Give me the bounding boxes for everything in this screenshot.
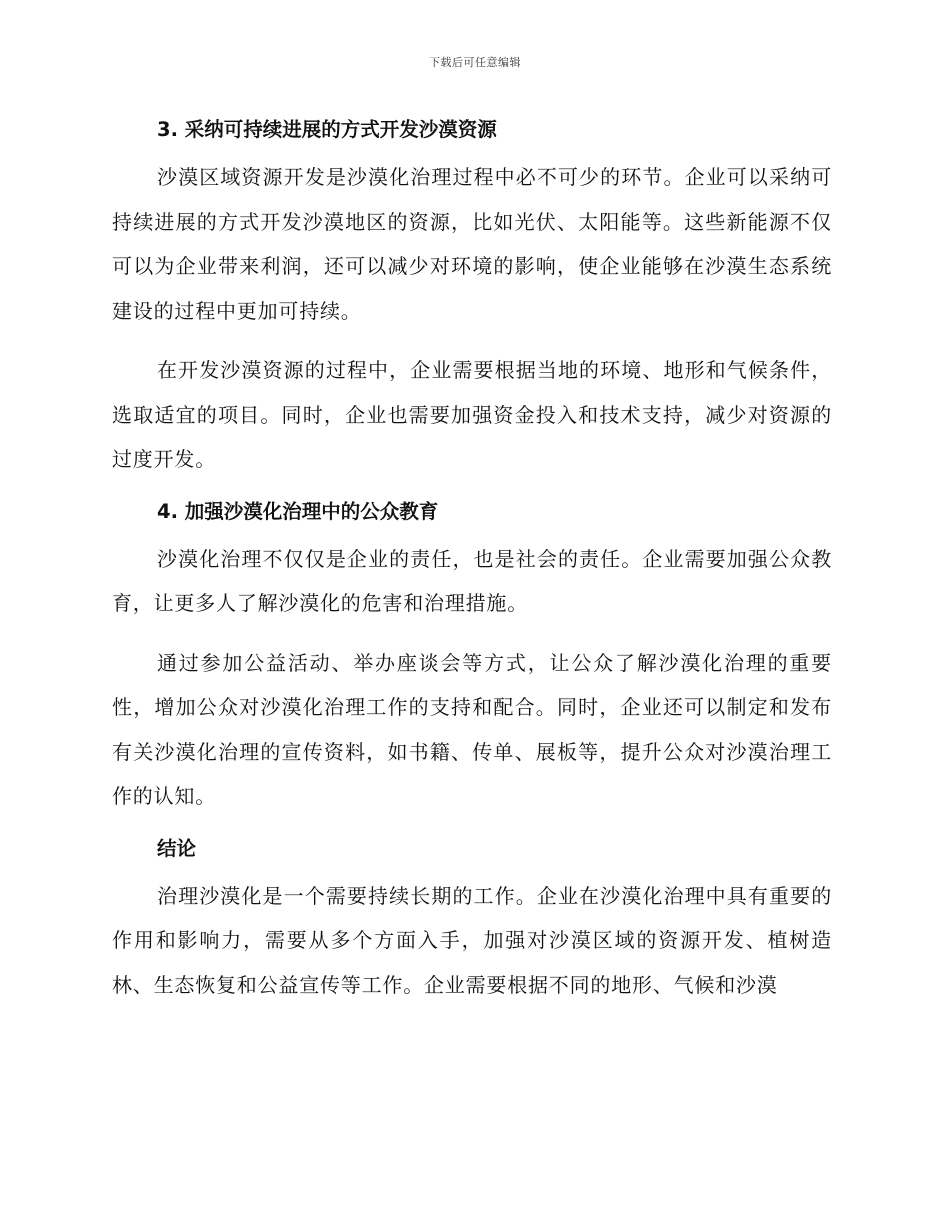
section-3-paragraph-1: 沙漠区域资源开发是沙漠化治理过程中必不可少的环节。企业可以采纳可持续进展的方式开发沙漠地区的资源，比如光伏、太阳能等。这些新能源不仅可以为企业带来利润，还可以减少对环境的影响，使企业能够在沙漠生态系统建设的过程中更加可持续。 bbox=[112, 165, 832, 323]
section-3-paragraph-2: 在开发沙漠资源的过程中，企业需要根据当地的环境、地形和气候条件，选取适宜的项目。同时，企业也需要加强资金投入和技术支持，减少对资源的过度开发。 bbox=[112, 358, 832, 471]
section-4-paragraph-2: 通过参加公益活动、举办座谈会等方式，让公众了解沙漠化治理的重要性，增加公众对沙漠化治理工作的支持和配合。同时，企业还可以制定和发布有关沙漠化治理的宣传资料，如书籍、传单、展板等，提升公众对沙漠治理工作的认知。 bbox=[112, 650, 832, 808]
conclusion-heading: 结论 bbox=[157, 836, 197, 860]
section-heading-3: 3. 采纳可持续进展的方式开发沙漠资源 bbox=[157, 118, 497, 141]
section-heading-4: 4. 加强沙漠化治理中的公众教育 bbox=[157, 499, 439, 523]
section-4-paragraph-1: 沙漠化治理不仅仅是企业的责任，也是社会的责任。企业需要加强公众教育，让更多人了解沙漠化的危害和治理措施。 bbox=[112, 546, 832, 615]
document-body bbox=[112, 112, 832, 1007]
conclusion-paragraph-1: 治理沙漠化是一个需要持续长期的工作。企业在沙漠化治理中具有重要的作用和影响力，需要从多个方面入手，加强对沙漠区域的资源开发、植树造林、生态恢复和公益宣传等工作。企业需要根据不同的地形、气候和沙漠 bbox=[112, 883, 832, 997]
page-header-note: 下载后可任意编辑 bbox=[429, 56, 521, 69]
